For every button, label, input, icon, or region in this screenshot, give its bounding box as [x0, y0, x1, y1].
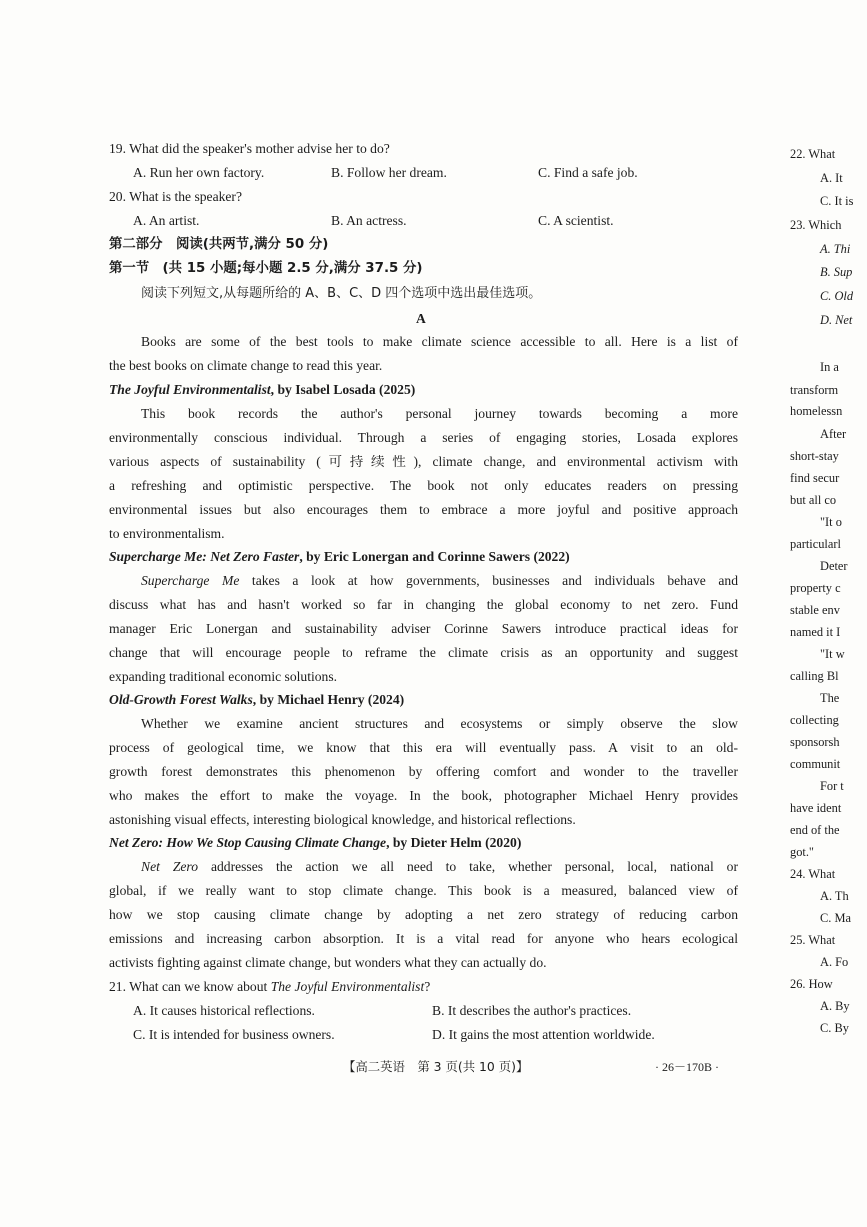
intro-line-1: Books are some of the best tools to make climate science accessible to all. Here is a list of: [141, 335, 738, 349]
book-1-title: The Joyful Environmentalist: [109, 382, 271, 397]
right-column-line: For t: [820, 779, 844, 793]
right-column-line: 23. Which: [790, 218, 842, 232]
book-4-line: how we stop causing climate change by adopting a net zero strategy of reducing carbon: [109, 908, 738, 922]
section-one-heading: 第一节 (共 15 小题;每小题 2.5 分,满分 37.5 分): [109, 261, 423, 276]
right-column-line: 25. What: [790, 933, 836, 947]
book-3-title: Old-Growth Forest Walks: [109, 692, 253, 707]
right-column-line: 26. How: [790, 977, 833, 991]
book-4-author: , by Dieter Helm (2020): [386, 835, 522, 850]
right-column-line: named it I: [790, 625, 841, 639]
question-21-option-b: B. It describes the author's practices.: [432, 1003, 632, 1018]
right-column-line: "It o: [820, 515, 842, 529]
question-20-option-c: C. A scientist.: [538, 213, 614, 228]
right-column-line: In a: [820, 360, 839, 374]
book-2-line: [141, 574, 738, 591]
book-1-author: , by Isabel Losada (2025): [270, 382, 416, 397]
book-3-line: who makes the effort to make the voyage. In the book, photographer Michael Henry provides: [109, 789, 738, 803]
right-column-line: C. By: [820, 1021, 849, 1035]
right-column-line: A. It: [820, 171, 843, 185]
right-column-line: A. Fo: [820, 955, 849, 969]
question-21-option-c: C. It is intended for business owners.: [133, 1027, 335, 1042]
question-20-option-b: B. An actress.: [331, 213, 407, 228]
paper-code: · 26－170B ·: [655, 1060, 719, 1074]
book-4-line-text: addresses the action we all need to take, whether personal, local, national or: [198, 860, 738, 874]
book-4-line: [141, 860, 738, 877]
part-two-heading: 第二部分 阅读(共两节,满分 50 分): [109, 237, 329, 252]
book-3-line: process of geological time, we know that this era will eventually pass. A visit to an old-: [109, 741, 738, 755]
right-column-line: After: [820, 427, 847, 441]
right-column-line: C. Ma: [820, 911, 851, 925]
right-column-line: C. Old: [820, 289, 854, 303]
right-column-line: sponsorsh: [790, 735, 840, 749]
book-2-line: change that will encourage people to reframe the climate crisis as an opportunity and suggest: [109, 646, 738, 660]
right-column-line: A. By: [820, 999, 850, 1013]
question-21-stem-text: 21. What can we know about: [109, 979, 271, 994]
right-column-partial: [790, 0, 867, 1227]
book-4-heading: [109, 836, 521, 850]
book-4-line: emissions and increasing carbon absorption. It is a vital read for anyone who hears ecological: [109, 932, 738, 946]
question-19-stem: 19. What did the speaker's mother advise her to do?: [109, 141, 390, 156]
book-2-heading: [109, 550, 570, 564]
book-1-line: This book records the author's personal journey towards becoming a more: [141, 407, 738, 421]
book-1-line: environmental issues but also encourages them to embrace a more joyful and positive approach: [109, 503, 738, 517]
book-3-heading: [109, 693, 404, 707]
right-column-line: end of the: [790, 823, 840, 837]
book-2-line: expanding traditional economic solutions.: [109, 669, 338, 684]
book-1-line: various aspects of sustainability (可持续性), climate change, and environmental activism with: [109, 455, 738, 469]
right-column-line: A. Th: [820, 889, 849, 903]
page-footer: 【高二英语 第 3 页(共 10 页)】: [343, 1059, 529, 1074]
book-2-line: discuss what has and hasn't worked so far in changing the global economy to net zero. Fund: [109, 598, 738, 612]
passage-letter: A: [416, 311, 426, 326]
right-column-line: short-stay: [790, 449, 839, 463]
book-1-line: a refreshing and optimistic perspective. The book not only educates readers on pressing: [109, 479, 738, 493]
book-4-line: global, if we really want to stop climate change. This book is a measured, balanced view of: [109, 884, 738, 898]
right-column-line: collecting: [790, 713, 839, 727]
book-4-line: activists fighting against climate change, but wonders what they can actually do.: [109, 955, 547, 970]
book-2-line-text: takes a look at how governments, businesses and individuals behave and: [239, 574, 738, 588]
book-2-lead-title: Supercharge Me: [141, 574, 240, 588]
question-20-stem: 20. What is the speaker?: [109, 189, 242, 204]
question-21-stem-end: ?: [424, 979, 431, 994]
right-column-line: transform: [790, 383, 839, 397]
book-3-line: astonishing visual effects, interesting biological knowledge, and historical reflections.: [109, 812, 576, 827]
question-19-option-c: C. Find a safe job.: [538, 165, 638, 180]
right-column-line: 24. What: [790, 867, 836, 881]
right-column-line: have ident: [790, 801, 842, 815]
question-21-stem-title: The Joyful Environmentalist: [270, 979, 425, 994]
right-column-line: got.": [790, 845, 814, 859]
book-1-heading: [109, 383, 415, 397]
right-column-line: D. Net: [820, 313, 853, 327]
book-2-line: manager Eric Lonergan and sustainability adviser Corinne Sawers introduce practical ideas for: [109, 622, 738, 636]
right-column-line: but all co: [790, 493, 837, 507]
question-21-option-d: D. It gains the most attention worldwide.: [432, 1027, 655, 1042]
book-1-line: environmentally conscious individual. Through a series of engaging stories, Losada explores: [109, 431, 738, 445]
right-column-line: particularl: [790, 537, 841, 551]
right-column-line: communit: [790, 757, 841, 771]
question-19-option-b: B. Follow her dream.: [331, 165, 447, 180]
question-21-option-a: A. It causes historical reflections.: [133, 1003, 315, 1018]
book-4-title: Net Zero: How We Stop Causing Climate Change: [109, 835, 387, 850]
reading-instruction: 阅读下列短文,从每题所给的 A、B、C、D 四个选项中选出最佳选项。: [141, 286, 542, 301]
right-column-line: calling Bl: [790, 669, 839, 683]
right-column-line: A. Thi: [820, 242, 851, 256]
book-3-author: , by Michael Henry (2024): [252, 692, 405, 707]
right-column-line: Deter: [820, 559, 848, 573]
right-column-line: B. Sup: [820, 265, 853, 279]
question-19-option-a: A. Run her own factory.: [133, 165, 265, 180]
book-1-line: to environmentalism.: [109, 526, 225, 541]
right-column-line: 22. What: [790, 147, 836, 161]
question-21-stem: [109, 980, 430, 994]
book-4-lead-title: Net Zero: [141, 860, 198, 874]
right-column-line: find secur: [790, 471, 840, 485]
right-column-line: "It w: [820, 647, 845, 661]
right-column-line: The: [820, 691, 840, 705]
right-column-line: stable env: [790, 603, 840, 617]
book-2-title: Supercharge Me: Net Zero Faster: [109, 549, 300, 564]
question-20-option-a: A. An artist.: [133, 213, 200, 228]
book-3-line: Whether we examine ancient structures and ecosystems or simply observe the slow: [141, 717, 738, 731]
book-3-line: growth forest demonstrates this phenomenon by offering comfort and wonder to the traveller: [109, 765, 738, 779]
right-column-line: property c: [790, 581, 841, 595]
right-column-line: C. It is: [820, 194, 854, 208]
right-column-line: homelessn: [790, 404, 843, 418]
book-2-author: , by Eric Lonergan and Corinne Sawers (2022): [299, 549, 570, 564]
intro-line-2: the best books on climate change to read this year.: [109, 358, 383, 373]
